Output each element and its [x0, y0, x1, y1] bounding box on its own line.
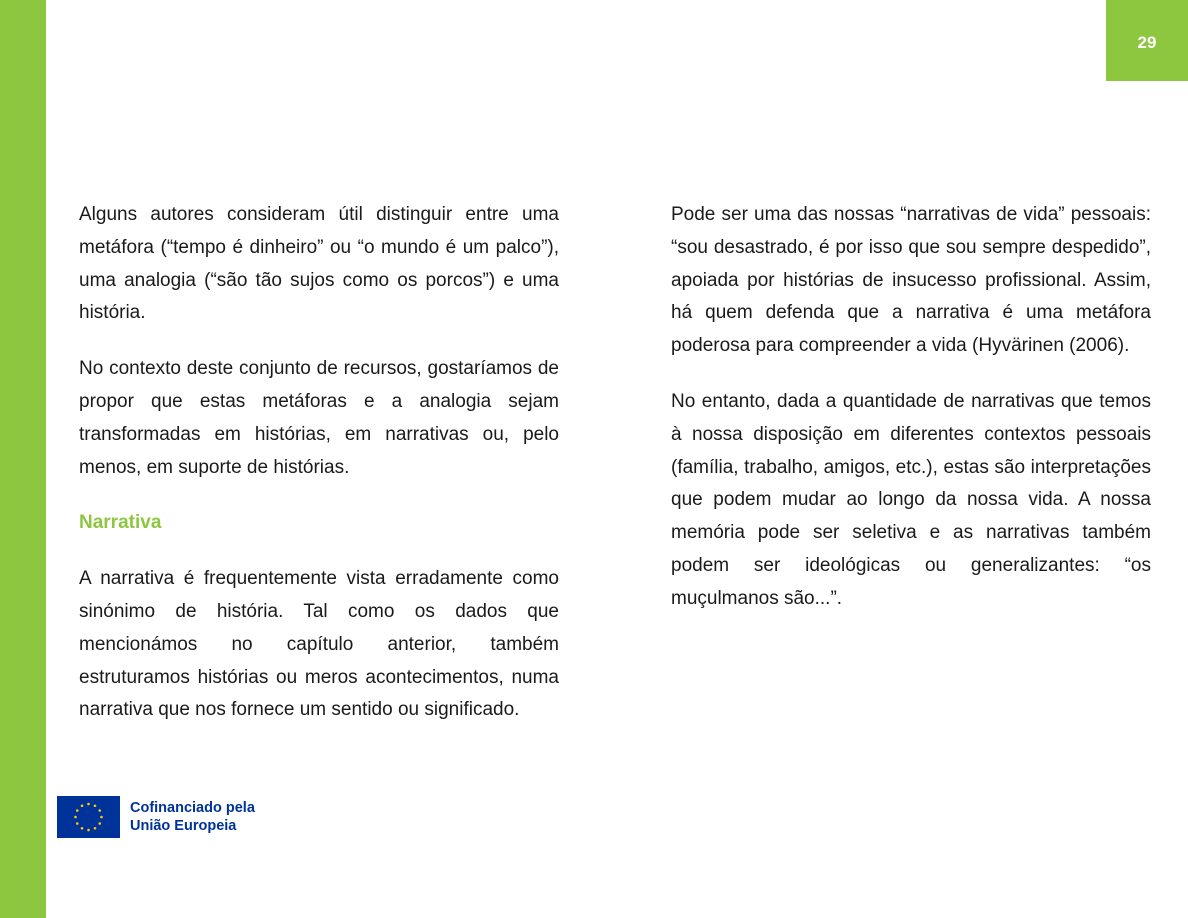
eu-star — [74, 816, 77, 819]
eu-text-line-2: União Europeia — [130, 818, 237, 834]
eu-text-line-1: Cofinanciado pela — [130, 800, 255, 816]
eu-star — [98, 809, 101, 812]
eu-flag-icon — [57, 796, 120, 838]
eu-star — [94, 827, 97, 830]
left-paragraph-3: A narrativa é frequentemente vista erradamente como sinónimo de história. Tal como os dados que mencionámos no capítulo anterior, também estruturamos histórias ou meros acontecimentos, numa narrativa que nos fornece um sentido ou significado. — [79, 568, 559, 721]
eu-star — [81, 827, 84, 830]
eu-star — [98, 822, 101, 825]
right-paragraph-2: No entanto, dada a quantidade de narrativas que temos à nossa disposição em diferentes contextos pessoais (família, trabalho, amigos, etc.), estas são interpretações que podem mudar ao longo da nossa vida. A nossa memória pode ser seletiva e as narrativas também podem ser ideológicas ou generalizantes: “os muçulmanos são...”. — [671, 390, 1151, 609]
eu-star — [87, 803, 90, 806]
eu-star — [87, 829, 90, 832]
eu-cofunding-text — [130, 799, 255, 835]
eu-star — [76, 822, 79, 825]
eu-star — [94, 804, 97, 807]
left-paragraph-2: No contexto deste conjunto de recursos, gostaríamos de propor que estas metáforas e a analogia sejam transformadas em histórias, em narrativas ou, pelo menos, em suporte de histórias. — [79, 358, 559, 478]
eu-star — [81, 804, 84, 807]
side-accent-bar — [0, 0, 46, 918]
page-number: 29 — [1106, 0, 1188, 81]
right-paragraph-1: Pode ser uma das nossas “narrativas de vida” pessoais: “sou desastrado, é por isso que sou sempre despedido”, apoiada por histórias de insucesso profissional. Assim, há quem defenda que a narrativa é uma metáfora poderosa para compreender a vida (Hyvärinen (2006). — [671, 204, 1151, 357]
left-column — [79, 199, 559, 750]
section-heading-narrativa: Narrativa — [79, 512, 162, 534]
eu-cofunding-logo — [57, 796, 255, 838]
right-column — [671, 199, 1151, 639]
left-paragraph-1: Alguns autores consideram útil distinguir entre uma metáfora (“tempo é dinheiro” ou “o mundo é um palco”), uma analogia (“são tão sujos como os porcos”) e uma história. — [79, 204, 559, 324]
eu-star — [100, 816, 103, 819]
eu-star — [76, 809, 79, 812]
